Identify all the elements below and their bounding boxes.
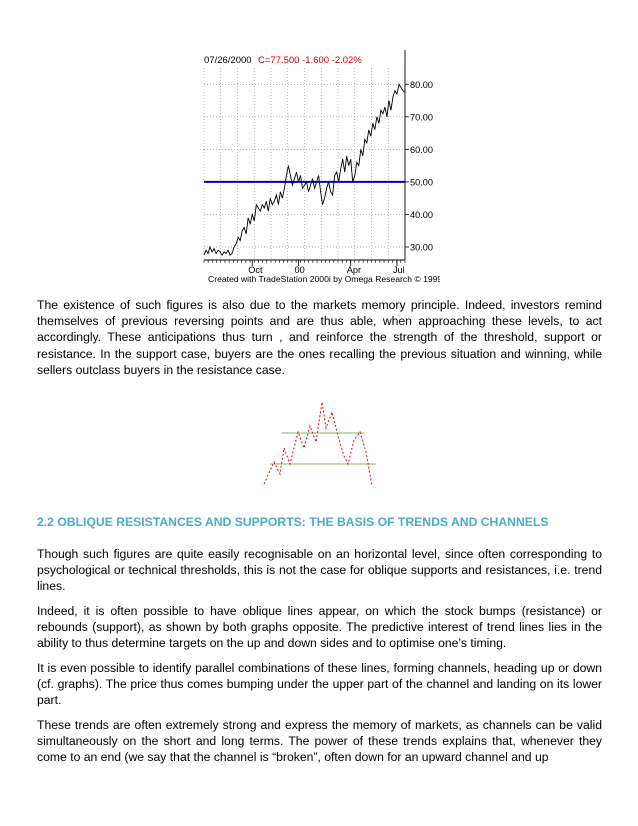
chart-credit: Created with TradeStation 2000i by Omega Research © 1999 xyxy=(208,274,440,284)
y-tick-label: 30.00 xyxy=(410,242,433,253)
price-chart xyxy=(200,46,440,286)
y-tick-label: 70.00 xyxy=(410,112,433,123)
y-tick-label: 50.00 xyxy=(410,177,433,188)
paragraph-trend-strength: These trends are often extremely strong and express the memory of markets, as channels can be valid simultaneously on the short and long terms. The power of these trends explains that, whenever they come to an end (we say that the channel is “broken”, often down for an upward channel and up xyxy=(37,718,602,765)
y-tick-label: 40.00 xyxy=(410,209,433,220)
chart-grid xyxy=(204,68,405,260)
x-tick-label: 00 xyxy=(294,265,305,275)
diagram-svg xyxy=(260,398,380,488)
x-tick-label: Oct xyxy=(248,265,263,275)
y-tick-label: 60.00 xyxy=(410,144,433,155)
paragraph-trend-lines: Indeed, it is often possible to have oblique lines appear, on which the stock bumps (resistance) or rebounds (support), as shown by both graphs opposite. The predictive interest of trend lines lies in the ability to thus determine targets on the up and down sides and to optimise one’s timing. xyxy=(37,604,602,651)
paragraph-memory-principle: The existence of such figures is also due to the markets memory principle. Indeed, investors remind themselves of previous reversing points and are thus able, when approaching these levels, to act accordingly. These anticipations thus turn , and reinforce the strength of the threshold, support or resistance. In the support case, buyers are the ones recalling the previous situation and winning, while sellers outclass buyers in the resistance case. xyxy=(37,298,602,377)
diagram-price-path xyxy=(264,402,372,486)
section-heading: 2.2 OBLIQUE RESISTANCES AND SUPPORTS: THE BASIS OF TRENDS AND CHANNELS xyxy=(37,515,549,529)
chart-axes xyxy=(204,50,433,275)
chart-series xyxy=(204,84,405,255)
price-series-line xyxy=(204,84,405,255)
y-tick-label: 80.00 xyxy=(410,79,433,90)
chart-values: C=77.500 -1.600 -2.02% xyxy=(258,55,362,66)
paragraph-channels: It is even possible to identify parallel combinations of these lines, forming channels, heading up or down (cf. graphs). The price thus comes bumping under the upper part of the channel and landing on its lower part. xyxy=(37,661,602,708)
paragraph-oblique-lines: Though such figures are quite easily recognisable on an horizontal level, since often corresponding to psychological or technical thresholds, this is not the case for oblique supports and resistances, i.e. trend lines. xyxy=(37,547,602,594)
chart-date: 07/26/2000 xyxy=(204,55,252,66)
x-tick-label: Apr xyxy=(346,265,362,275)
price-chart-svg xyxy=(200,46,440,286)
x-tick-label: Jul xyxy=(392,265,405,275)
resistance-support-diagram xyxy=(260,398,380,488)
